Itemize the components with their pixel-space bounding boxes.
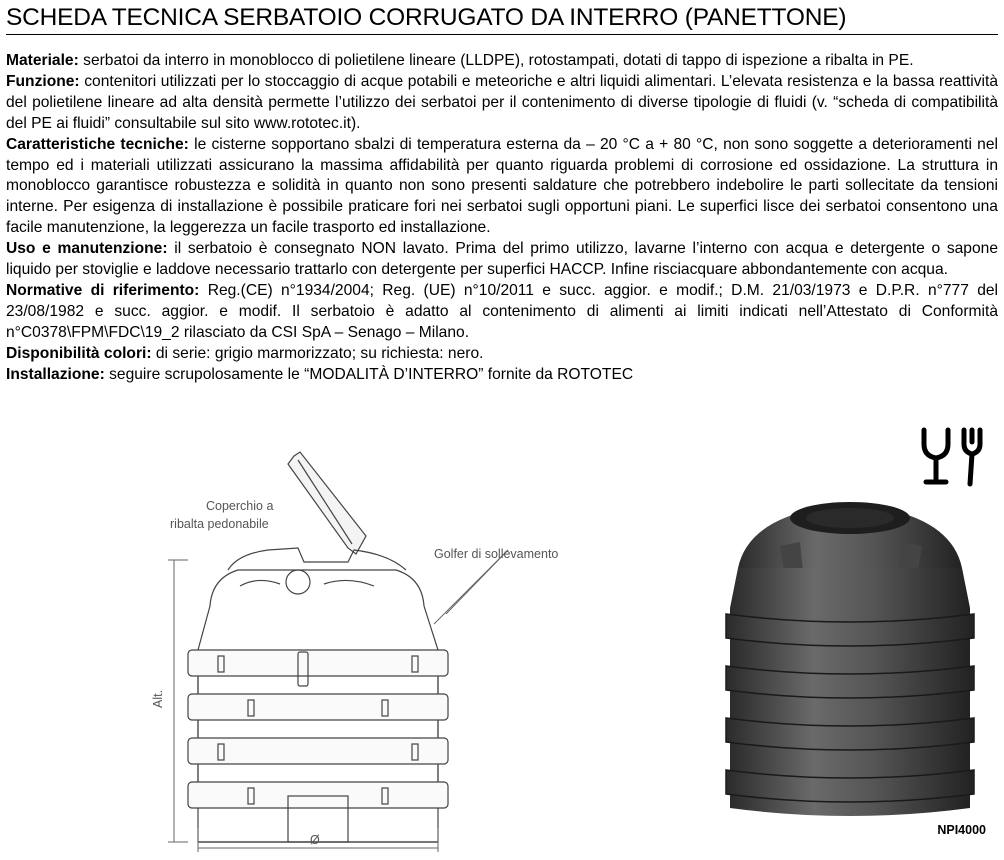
- section-label: Caratteristiche tecniche:: [6, 135, 189, 153]
- section-label: Normative di riferimento:: [6, 281, 200, 299]
- section-normative: [6, 281, 998, 344]
- lift-label: Golfer di sollevamento: [434, 547, 559, 561]
- section-text: serbatoi da interro in monoblocco di polietilene lineare (LLDPE), rotostampati, dotati di tappo di ispezione a ribalta in PE.: [78, 52, 914, 69]
- section-text: contenitori utilizzati per lo stoccaggio di acque potabili e meteoriche e altri liquidi alimentari. L’elevata resistenza e la bassa reattività del polietilene lineare ad alta densità permette l’utilizzo dei serbatoi per il contenimento di diverse tipologie di fluidi (v. “scheda di compatibilità del PE ai fluidi” consultabile sul sito www.rototec.it).: [6, 72, 998, 132]
- section-label: Installazione:: [6, 365, 105, 383]
- diameter-label: Ø: [310, 833, 320, 847]
- section-installazione: [6, 365, 998, 386]
- section-materiale: [6, 51, 998, 72]
- lid-label-2: ribalta pedonabile: [170, 517, 269, 531]
- section-text: di serie: grigio marmorizzato; su richiesta: nero.: [151, 344, 484, 362]
- section-colori: [6, 344, 998, 365]
- section-text: Reg.(CE) n°1934/2004; Reg. (UE) n°10/2011 e succ. aggior. e modif.; D.M. 21/03/1973 e D.P.R. n°777 del 23/08/1982 e succ. aggior. e modif. Il serbatoio è adatto al contenimento di alimenti ai limiti indicati nell’Attestato di Conformità n°C0378\FPM\FDC\19_2 rilasciato da CSI SpA – Senago – Milano.: [6, 281, 999, 341]
- model-code: NPI4000: [937, 823, 986, 837]
- spec-body: [6, 51, 998, 386]
- section-caratteristiche: [6, 135, 998, 240]
- section-label: Uso e manutenzione:: [6, 240, 168, 258]
- section-uso: [6, 239, 998, 281]
- section-text: le cisterne sopportano sbalzi di temperatura esterna da – 20 °C a + 80 °C, non sono soggette a deterioramenti nel tempo ed i materiali utilizzati assicurano la massima affidabilità per quanto riguarda problemi di corrosione ed ossidazione. La struttura in monoblocco garantisce robustezza e solidità in quanto non sono presenti saldature che potrebbero indebolire le parti sollecitate da tensioni interne. Per esigenza di installazione è possibile praticare fori nei serbatoi sugli opportuni piani. Le superfici lisce dei serbatoi consentono una facile manutenzione, la leggerezza un facile trasporto ed installazione.: [6, 135, 998, 237]
- tank-technical-drawing: [148, 450, 608, 858]
- glass-fork-icon: [918, 426, 990, 488]
- tank-product-image: [720, 488, 980, 822]
- lid-label-1: Coperchio a: [206, 499, 274, 513]
- height-label: Alt.: [151, 689, 165, 708]
- section-label: Materiale:: [6, 52, 79, 69]
- section-text: seguire scrupolosamente le “MODALITÀ D’INTERRO” fornite da ROTOTEC: [104, 365, 634, 383]
- section-label: Funzione:: [6, 72, 80, 90]
- title-underline: [6, 34, 998, 35]
- section-text: il serbatoio è consegnato NON lavato. Prima del primo utilizzo, lavarne l’interno con acqua e detergente o sapone liquido per stoviglie e laddove necessario trattarlo con detergente per superfici HACCP. Infine risciacquare abbondantemente con acqua.: [6, 240, 998, 279]
- section-funzione: [6, 72, 998, 135]
- section-label: Disponibilità colori:: [6, 344, 152, 362]
- page-title: SCHEDA TECNICA SERBATOIO CORRUGATO DA INTERRO (PANETTONE): [6, 4, 847, 31]
